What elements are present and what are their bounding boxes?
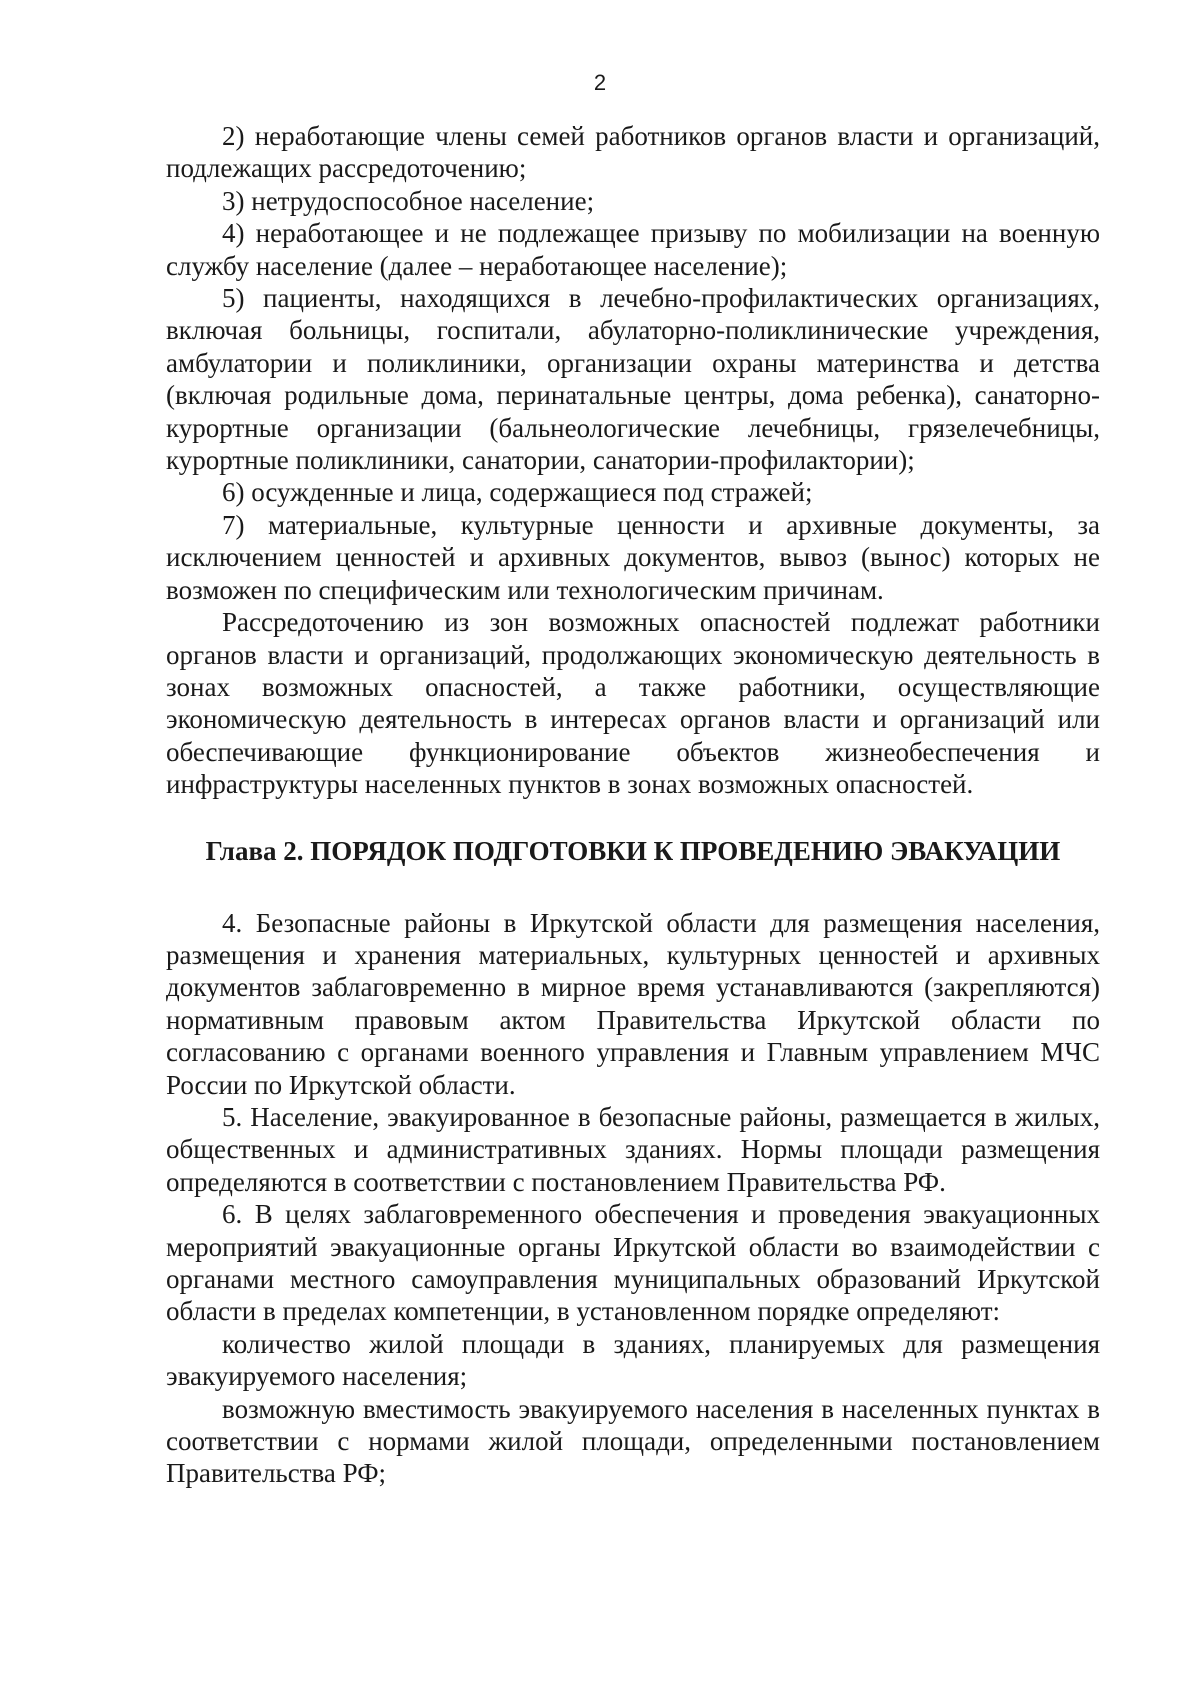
document-body [166,120,1100,1490]
paragraph-section-5: 5. Население, эвакуированное в безопасные районы, размещается в жилых, общественных и административных зданиях. Нормы площади размещения определяются в соответствии с постановлением Правительства РФ. [166,1101,1100,1197]
paragraph-item-5: 5) пациенты, находящихся в лечебно-профилактических организациях, включая больницы, госпитали, абулаторно-поликлинические учреждения, амбулатории и поликлиники, организации охраны материнства и детства (включая родильные дома, перинатальные центры, дома ребенка), санаторно-курортные организации (бальнеологические лечебницы, грязелечебницы, курортные поликлиники, санатории, санатории-профилактории); [166,283,1100,476]
paragraph-dispersal: Рассредоточению из зон возможных опасностей подлежат работники органов власти и организаций, продолжающих экономическую деятельность в зонах возможных опасностей, а также работники, осуществляющие экономическую деятельность в интересах органов власти и организаций или обеспечивающие функционирование объектов жизнеобеспечения и инфраструктуры населенных пунктов в зонах возможных опасностей. [166,607,1100,800]
chapter-title: Глава 2. ПОРЯДОК ПОДГОТОВКИ К ПРОВЕДЕНИЮ ЭВАКУАЦИИ [205,835,1061,866]
paragraph-section-4: 4. Безопасные районы в Иркутской области для размещения населения, размещения и хранения материальных, культурных ценностей и архивных документов заблаговременно в мирное время устанавливаются (закрепляются) нормативным правовым актом Правительства Иркутской области по согласованию с органами военного управления и Главным управлением МЧС России по Иркутской области. [166,907,1100,1100]
paragraph-item-2: 2) неработающие члены семей работников органов власти и организаций, подлежащих рассредоточению; [166,121,1100,184]
page-number: 2 [593,70,607,95]
paragraph-capacity: возможную вместимость эвакуируемого населения в населенных пунктах в соответствии с нормами жилой площади, определенными постановлением Правительства РФ; [166,1393,1100,1489]
paragraph-item-4: 4) неработающее и не подлежащее призыву по мобилизации на военную службу население (далее – неработающее население); [166,218,1100,281]
paragraph-item-6: 6) осужденные и лица, содержащиеся под стражей; [222,477,813,508]
paragraph-item-7: 7) материальные, культурные ценности и архивные документы, за исключением ценностей и архивных документов, вывоз (вынос) которых не возможен по специфическим или технологическим причинам. [166,509,1100,605]
paragraph-housing-area: количество жилой площади в зданиях, планируемых для размещения эвакуируемого населения; [166,1328,1100,1392]
paragraph-item-3: 3) нетрудоспособное население; [222,185,595,216]
paragraph-section-6: 6. В целях заблаговременного обеспечения и проведения эвакуационных мероприятий эвакуационные органы Иркутской области во взаимодействии с органами местного самоуправления муниципальных образований Иркутской области в пределах компетенции, в установленном порядке определяют: [166,1199,1100,1327]
